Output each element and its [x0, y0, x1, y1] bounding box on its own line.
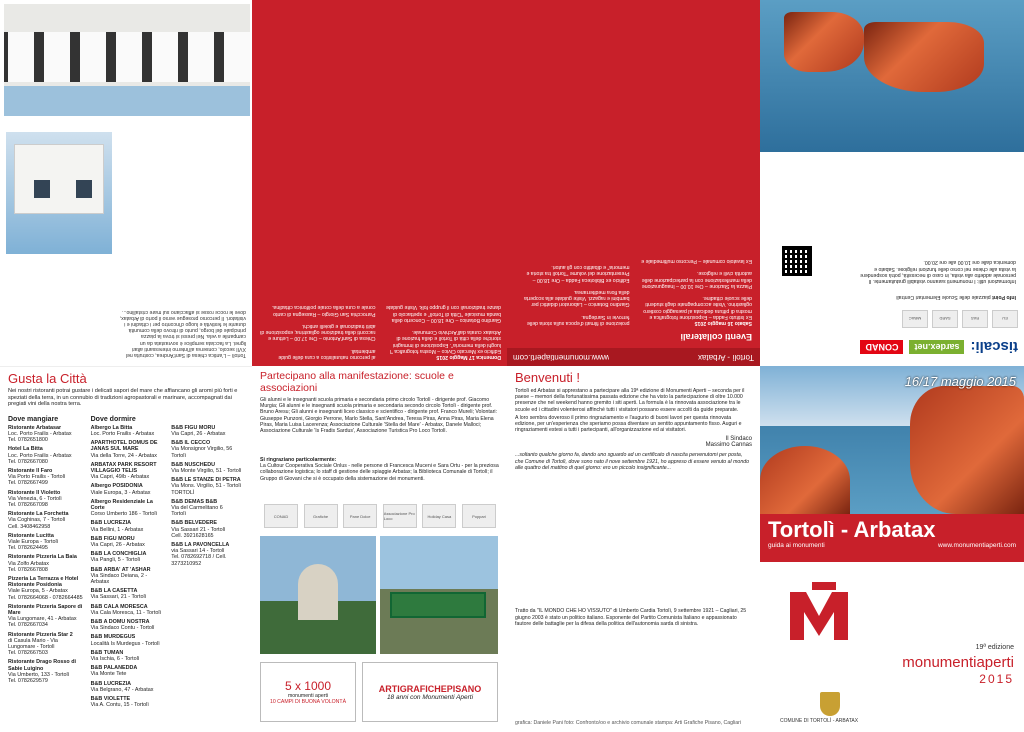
listing-name: Albergo POSIDONIA [90, 483, 143, 490]
listing-name: B&B CALA MORESCA [90, 603, 148, 610]
listing-item [171, 477, 244, 496]
listing-item [91, 499, 166, 518]
listing-item [91, 520, 166, 532]
listing-item [8, 425, 85, 444]
listing-address: Viale Europa, 3 - Arbatax [90, 489, 151, 496]
benvenuti-footnote: Tratto da "IL MONDO CHE HO VISSUTO" di Umberto Cardia Tortolì, 9 settembre 1921 – Cagliari, 25 giugno 2003 è stato un politico italiano. Esponente del Partito Comunista Italiano e appassionato fautore delle battaglie per la difesa della politica dell'autonomia sarda di sinistra. [515, 608, 747, 627]
institution-logos [902, 310, 1018, 328]
listing-name: Ristorante Drago Rosso di Sabie Luigino [8, 659, 76, 672]
listing-name: Ristorante Il Violetto [8, 489, 61, 496]
qr-code-icon[interactable] [782, 246, 812, 276]
listing-address: Via Umberto, 133 - Tortolì [8, 671, 70, 678]
listing-name: Albergo Residenziale La Corte [90, 498, 153, 512]
events-title: Eventi collaterali [680, 332, 752, 342]
listing-item [171, 520, 244, 539]
listing-item [91, 440, 166, 459]
cover-red-band [760, 514, 1024, 562]
listing-address: Via Sassari 21 - Tortolì [171, 526, 226, 533]
ad-caption: 10 CAMPI DI BUONA VOLONTÀ [269, 699, 347, 705]
listing-address: Loc. Porto Frailis - Arbatax [8, 452, 72, 459]
listing-item [8, 468, 85, 487]
listing-name: B&B LA CASETTA [90, 588, 138, 595]
listing-phone: Tel. 0782667808 [8, 566, 48, 573]
listing-address: Via Belgrano, 47 - Arbatax [90, 686, 154, 693]
cover-brand: monumentiaperti [902, 654, 1014, 671]
eu-logo: EU [992, 310, 1018, 328]
top-panel-sponsors [760, 0, 1024, 366]
listing-address: di Casula Mario - Via Lungomare - Tortolì [8, 637, 58, 651]
sponsor-logos [264, 504, 496, 528]
5x1000-ad [260, 662, 356, 722]
listing-phone: TORTOLÌ [171, 489, 195, 496]
comune-crest-icon [820, 692, 840, 716]
listing-name: Albergo La Bitta [90, 424, 133, 431]
collaterali-text: Sabato 16 maggio 2015 Ex Istituto Fadda – Esposizione fotografica e mostra di pittura dedicata al paesaggio costiero ogliastrino. Visite accompagnate dagli studenti delle scuole cittadine. Piazza la Stazione – Ore 10.00 – Inaugurazione della manifestazione con la partecipazione delle autorità civili e religiose. Ex lavatoio comunale – Percorso multimediale e proiezione di filmati d'epoca sulla storia delle ferrovie in Sardegna. Giardino Botanico – Laboratori didattici per bambini e ragazzi. Visite guidate alla scoperta della flora mediterranea. Edificio ex Biblioteca Fadda – Ore 18.00 – Presentazione del volume "Tortolì tra storia e memoria" e dibattito con gli autori. [524, 257, 752, 326]
listing-name: B&B FIGU MORU [171, 424, 216, 431]
band-title: Tortolì - Arbatax [697, 353, 754, 362]
dormire-list-a [91, 425, 166, 709]
listing-item [91, 551, 166, 563]
benvenuti-title: Benvenuti ! [515, 370, 581, 385]
listing-address: Via Capri, 26 - Arbatax [171, 430, 226, 437]
panel-partecipano [252, 366, 507, 732]
info-text: piazzale delle Scuole Elementari Centrali [896, 294, 991, 300]
listing-phone: Tortolì [171, 511, 186, 518]
dove-dormire-column-2 [171, 412, 244, 712]
panel-cover [760, 366, 1024, 732]
listing-name: Ristorante La Forchetta [8, 511, 69, 518]
listing-name: B&B MURDEGUS [90, 634, 136, 641]
listing-phone: Tel. 0782651800 [8, 437, 48, 444]
listing-name: B&B VIOLETTE [90, 696, 131, 703]
top-panel-photos [0, 0, 252, 366]
band-header [507, 348, 760, 366]
listing-name: Ristorante Pizzeria Star 2 [8, 631, 73, 638]
listing-item [8, 511, 85, 530]
listing-address: Loc. Porto Frailis - Arbatax [90, 430, 155, 437]
listing-address: Corso Umberto 186 - Tortolì [90, 511, 158, 518]
photo-white-buildings [6, 132, 112, 254]
mangiare-list [8, 425, 85, 685]
listing-name: B&B NUSCHEDU [171, 461, 216, 468]
listing-item [91, 650, 166, 662]
sponsor-logo: Grafiche [304, 504, 338, 528]
photo-tower [260, 536, 376, 654]
sponsor-logo: Pane Dolce [343, 504, 377, 528]
listing-item [171, 542, 244, 567]
cover-url[interactable]: www.monumentiaperti.com [937, 542, 1016, 549]
listing-name: B&B PALANEDDA [90, 665, 138, 672]
listing-name: B&B DEMAS B&B [171, 498, 218, 505]
listing-name: B&B ARBA' AT 'ASHAR [90, 566, 151, 573]
listing-address: Via Cala Moresca, 11 - Tortolì [90, 609, 162, 616]
listing-phone: Tel. 0782667098 [8, 502, 48, 509]
listing-name: B&B LUCREZIA [90, 680, 132, 687]
listing-item [8, 659, 85, 684]
gusta-intro: Nei nostri ristoranti potrai gustare i delicati sapori del mare che affiancano gli aromi più forti e speziati della terra, in un connubio di tradizioni agropastorali e marinare, accompagnati dai pregiati vini della nostra terra. [8, 388, 238, 408]
listing-item [91, 619, 166, 631]
listing-name: APARTHOTEL DOMUS DE JANAS SUL MARE [90, 440, 158, 453]
listing-item [171, 440, 244, 459]
listing-phone: Tel. 0782624495 [8, 545, 48, 552]
tiscali-logo: tiscali: [970, 338, 1018, 356]
photo-red-rocks-sea [760, 0, 1024, 152]
ads-row [260, 662, 498, 722]
listing-phone: Tel. 0782667503 [8, 650, 48, 657]
events-text: Domenica 17 Maggio 2015 Edificio ex Mercato Civico – Mostra fotografica "I luoghi della memoria". Esposizione di immagini storiche della città di Tortolì e della frazione di Arbatax curata dall'Archivio Comunale. Giardino Botanico – Ore 18.00 – Concerto della banda musicale "Città di Tortolì" e spettacolo di danze tradizionali con il gruppo folk. Visite guidate al percorso naturalistico a cura delle guide ambientali. Chiesa di Sant'Antonio – Ore 17.00 – Letture e racconti della tradizione ogliastrina; esposizione di abiti tradizionali e gioielli antichi. Parrocchia San Giorgio – Rassegna di canto corale a cura della corale polifonica cittadina. [260, 304, 501, 360]
cover-year: 2015 [979, 672, 1014, 686]
thanks-body: La Cultour Cooperativa Sociale Onlus - nelle persone di Francesca Muceni e Sara Ortu - per la preziosa collaborazione logistica; lo staff di gestione delle spiaggie Arbatax; la Biblioteca Comunale di Tortolì; il Gruppo di Giovani che si è occupato della sistemazione dei monumenti. [260, 463, 499, 482]
sponsor-row [766, 334, 1018, 360]
listing-address: Via del Carmelitano 6 [171, 505, 223, 512]
benvenuti-p1: Tortolì ed Arbatax si apprestano a partecipare alla 19ª edizione di Monumenti Aperti – seconda per il paese – memori della fortunatissima passata edizione che ha visto la partecipazione di oltre 10.000 presenze che nel weekend hanno gremito i siti aperti. La formula è la rinnovata associazione tra le scuole ed i cittadini volenterosi affinché tutti i visitatori possano essere accolti da guide preparate. [515, 388, 745, 413]
listing-address: Viale Europa, 5 - Arbatax [8, 588, 68, 595]
benvenuti-p2: A loro sembra doveroso il primo ringraziamento e l'augurio di buoni lavori per questa rinnovata edizione, per un'esperienza che speriamo possa diventare un sentito appuntamento fisso. Auguri e ringraziamenti estesi a tutti i partecipanti, all'organizzazione ed ai visitatori. [515, 414, 742, 434]
listing-name: B&B BELVEDERE [171, 520, 218, 527]
listing-address: Via Zolfo Arbatax [8, 560, 49, 567]
listing-item [91, 665, 166, 677]
listing-name: B&B A DOMU NOSTRA [90, 619, 150, 626]
listing-address: Via Lungomare, 41 - Arbatax [8, 616, 77, 623]
ad-tagline: 18 anni con Monumenti Aperti [386, 693, 474, 701]
listing-item [91, 536, 166, 548]
panel-benvenuti [507, 366, 760, 732]
listing-address: Via Coghinas, 7 - Tortolì [8, 517, 66, 524]
listing-item [8, 576, 85, 601]
listing-address: Via A. Contu, 15 - Tortolì [90, 702, 149, 709]
band-url[interactable]: www.monumentiaperti.com [513, 353, 610, 362]
listing-name: B&B FIGU MORU [90, 535, 135, 542]
listing-name: Ristorante Il Faro [8, 468, 53, 474]
listing-item [8, 604, 85, 629]
listing-name: Hotel La Bitta [8, 446, 43, 453]
listing-item [8, 554, 85, 573]
conad-logo: CONAD [860, 340, 903, 354]
listing-address: Via Porto Frailis - Tortolì [8, 474, 66, 481]
listing-address: Via Capri, 26 - Arbatax [90, 542, 145, 549]
listing-name: B&B LUCREZIA [90, 520, 132, 527]
listing-phone: Tortolì [171, 452, 186, 459]
ad-count: 5 x 1000 [284, 678, 332, 693]
sign-name: Massimo Cannas [705, 442, 752, 449]
listing-name: ARBATAX PARK RESORT VILLAGGIO TELIS [90, 461, 157, 474]
listing-phone: Tel. 0782667080 [8, 458, 48, 465]
listing-address: Via Mons. Virgilio, 51 - Tortolì [171, 483, 242, 490]
listing-name: B&B LE STANZE DI PETRA [171, 477, 241, 484]
info-title: Info Point [992, 294, 1016, 300]
monumenti-aperti-logo-icon [784, 576, 854, 646]
sign-role: Il Sindaco [725, 436, 752, 443]
top-left-text: Tortolì – L'antica chiesa di Sant'Andrea, costruita nel XVII secolo, conserva all'interno interessanti altari lignei. La facciata semplice è sovrastata da un campanile a vela. Nei pressi si trova la piazza principale del borgo, punto di ritrovo della comunità durante le festività e luogo d'incontro per i cittadini e i visitatori. Il percorso prosegue verso il porto di Arbatax, dove le rocce rosse si affacciano sul mare cristallino... [119, 308, 246, 358]
top-panel-collaterali [507, 0, 760, 366]
listing-address: Via Pangli, 5 - Tortolì [90, 557, 141, 564]
photo-arcade [4, 4, 250, 116]
dove-dormire-column [91, 412, 166, 712]
listing-address: Località Is Murdegus - Tortolì [90, 640, 160, 647]
listing-name: B&B LA PAVONCELLA [171, 542, 230, 549]
listing-name: B&B IL CECCO [171, 440, 211, 447]
gusta-title: Gusta la Città [8, 371, 87, 386]
listing-address: Viale Europa - Tortolì [8, 539, 59, 546]
listing-item [91, 696, 166, 708]
ad-sub: monumenti aperti [287, 692, 329, 699]
sponsor-logo: Associazione Pro Loco [383, 504, 417, 528]
listing-item [171, 462, 244, 474]
listing-item [171, 499, 244, 518]
listing-item [91, 681, 166, 693]
cover-edition: 19ª edizione [975, 644, 1014, 651]
listing-address: Via Sindaco Contu - Tortolì [90, 625, 155, 632]
listing-item [171, 425, 244, 437]
thanks-title: Si ringraziano particolarmente: [260, 457, 337, 463]
sponsor-logo: Poppari [462, 504, 496, 528]
listing-address: Via Capri, 49/b - Arbatax [90, 474, 150, 481]
listing-address: Via Venezia, 6 - Tortolì [8, 495, 62, 502]
listing-name: B&B LA CONCHIGLIA [90, 551, 147, 558]
cover-subtitle: guida ai monumenti [768, 542, 825, 549]
listing-item [8, 446, 85, 465]
dove-mangiare-column [8, 412, 85, 712]
listing-address: Via Ischia, 6 - Tortolì [90, 656, 140, 663]
photo-train [380, 536, 498, 654]
partecipano-body: Gli alunni e le insegnanti scuola primaria e secondaria primo circolo Tortolì - dirigente prof. Giacomo Murgia; Gli alunni e le insegnanti scuola primaria e secondaria secondo circolo Tortolì - dirigente prof. Bruno Aresu; Gli alunni e insegnanti liceo classico e scientifico - dirigente prof. Franco Mureli; Volontari: Giuseppe Punzoni, Giorgio Perrone, Marlo Stella, Sant'Andrea, Teresa Piras, Anna Piras, Maria Elena Piras, Maria Luisa Lacerenza; Associazione Culturale 'Stella del Mare' - Arbatax, Danele Malloci; Associazione Culturale 'Is Fradis Sardus', Associazione Turistica Pro Loco Tortolì. [260, 397, 498, 435]
listing-address: Via Bellini, 1 - Arbatax [90, 526, 144, 533]
mangiare-title: Dove mangiare [8, 415, 59, 423]
listing-phone: Tel. 0782664068 - 0782664485 [8, 594, 83, 601]
listing-name: Ristorante Lucitta [8, 532, 54, 539]
panel-gusta-la-citta [0, 366, 252, 732]
listing-address: Via Sindaco Deiana, 2 - Arbatax [90, 572, 148, 586]
top-panel-events [252, 0, 507, 366]
listing-item [91, 425, 166, 437]
listing-address: via Sassari 14 - Tortolì [171, 548, 225, 555]
listing-name: B&B TUMAN [90, 649, 124, 656]
listing-phone: Tel. 0782692718 / Cell. 3273210952 [171, 554, 227, 567]
listing-address: Via Monte Tete [90, 671, 127, 678]
sardegna-logo: SARD [932, 310, 958, 328]
partecipano-title: Partecipano alla manifestazione: scuole e associazioni [260, 370, 454, 394]
cover-dates: 16/17 maggio 2015 [904, 374, 1016, 389]
listing-name: Ristorante Arbatasar [8, 424, 62, 431]
info-point [766, 294, 1016, 300]
sponsor-logo: Holiday Casa [422, 504, 456, 528]
listing-name: Ristorante Pizzeria Sapore di Mare [8, 603, 83, 617]
dormire-title: Dove dormire [90, 415, 136, 423]
listing-phone: Cell. 3921628165 [171, 532, 214, 539]
info-body: Informazioni utili: I monumenti saranno visitabili gratuitamente. Il personale addetto alla visita, in caso di necessità, potrà sospendere la visita alle chiese nel corso delle funzioni religiose. Sabato e domenica dalle ore 10.00 alle ore 20.00. [860, 259, 1016, 284]
cover-comune: COMUNE DI TORTOLÌ - ARBATAX [780, 718, 859, 724]
benvenuti-quote: ...soltanto qualche giorno fa, dando uno sguardo ad un certificato di nascita pervenutomi per posta, che Comune di Tortolì, dove sono nato il nove settembre 1921, ho appreso di essere venuto al mondo alle quattro del mattino di quel giorno: ero un piccolo insignificante... [515, 452, 749, 471]
listing-address: Loc. Porto Frailis - Arbatax [8, 430, 72, 437]
listing-phone: Tel. 0782629579 [8, 678, 48, 685]
artigrafiche-ad [362, 662, 498, 722]
listing-item [91, 588, 166, 600]
listing-phone: Cell. 3408462958 [8, 523, 51, 530]
listing-phone: Tel. 0782667499 [8, 480, 48, 487]
listing-name: Ristorante Pizzeria La Baia [8, 554, 77, 561]
listing-address: Via della Torre, 24 - Arbatax [90, 452, 157, 459]
cover-title: Tortolì - Arbatax [768, 517, 936, 542]
listing-item [91, 462, 166, 481]
dormire-list-b [171, 425, 244, 567]
sardex-logo: sardex.net [909, 340, 964, 354]
listing-item [91, 634, 166, 646]
listing-address: Via Sassari, 21 - Tortolì [90, 594, 147, 601]
listing-item [8, 533, 85, 552]
listing-item [91, 483, 166, 495]
listing-address: Via Monte Virgilio, 51 - Tortolì [171, 468, 242, 474]
mibac-logo: MiBAC [902, 310, 928, 328]
listing-address: Via Monsignor Virgilio, 56 [171, 446, 233, 453]
ad-brand: ARTIGRAFICHEPISANO [378, 683, 482, 694]
credits: grafica: Daniele Pani foto: Confronto/oo e archivio comunale stampa: Arti Grafiche Pisano, Cagliari [515, 719, 742, 726]
listing-name: Pizzeria La Terrazza e Hotel Ristorante Posidonia [8, 576, 79, 589]
listing-item [91, 604, 166, 616]
listing-item [8, 632, 85, 657]
listing-phone: Tel. 0782667034 [8, 622, 48, 629]
listing-item [8, 490, 85, 509]
region-logo: RAS [962, 310, 988, 328]
sponsor-logo: CONAD [264, 504, 298, 528]
listing-item [91, 567, 166, 586]
